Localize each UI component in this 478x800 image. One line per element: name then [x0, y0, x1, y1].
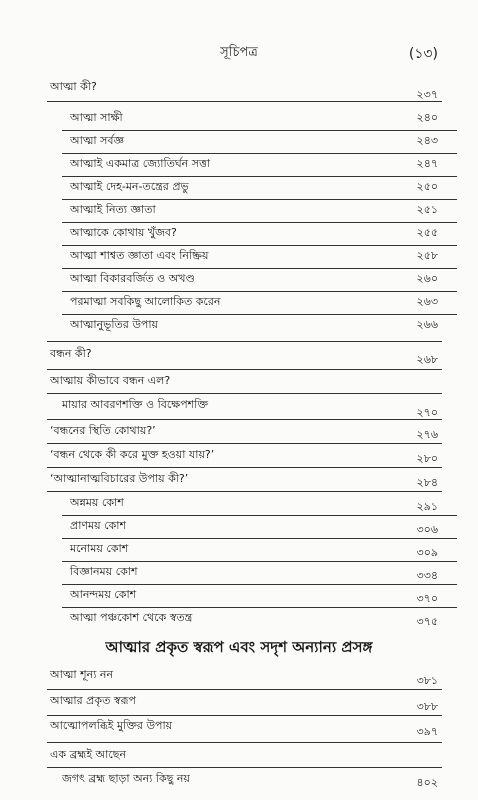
toc-entry-page: ২৮৪ — [416, 476, 438, 489]
section-heading: আত্মার প্রকৃত স্বরূপ এবং সদৃশ অন্যান্য প্রসঙ্গ — [105, 638, 373, 656]
toc-entry-page: ২৫৮ — [416, 249, 438, 262]
toc-entry-page: ২৮০ — [416, 452, 438, 465]
toc-entry-title: আত্মাকে কোথায় খুঁজব? — [70, 226, 177, 239]
toc-entry-title: আনন্দময় কোশ — [70, 588, 137, 601]
divider — [62, 199, 457, 200]
toc-entry-title: আত্মার প্রকৃত স্বরূপ — [50, 694, 136, 707]
toc-entry-page: ৪০২ — [416, 776, 438, 789]
toc-entry-page: ২৬৬ — [416, 318, 438, 331]
divider — [62, 130, 457, 131]
toc-entry-title: আত্মা পঞ্চকোশ থেকে স্বতন্ত্র — [70, 611, 193, 624]
toc-entry-title: জগৎ ব্রহ্ম ছাড়া অন্য কিছু নয় — [62, 772, 190, 785]
toc-entry-title: বন্ধন কী? — [50, 347, 92, 360]
toc-entry-title: বিজ্ঞানময় কোশ — [70, 565, 138, 578]
divider — [47, 443, 442, 444]
toc-entry-page: ৩০৬ — [416, 523, 438, 536]
divider — [47, 715, 442, 716]
page-header — [0, 40, 478, 64]
toc-entry-title: প্রাণময় কোশ — [70, 519, 126, 532]
divider — [62, 245, 457, 246]
toc-entry-title: আত্মা কী? — [50, 80, 97, 93]
toc-entry-page: ২৭০ — [416, 406, 438, 419]
divider — [62, 176, 457, 177]
toc-entry-page: ৩৯৭ — [416, 725, 438, 738]
toc-entry-title: আত্মাই নিত্য জ্ঞাতা — [70, 203, 156, 216]
page-title: সূচিপত্র — [220, 45, 258, 60]
toc-entry-page: ২৪৭ — [416, 157, 438, 170]
divider — [62, 515, 457, 516]
divider — [47, 419, 442, 420]
toc-entry-title: আত্মানুভূতির উপায় — [70, 318, 159, 331]
toc-entry-page: ২৫১ — [416, 203, 438, 216]
toc-entry-page: ২৩৭ — [416, 88, 438, 101]
divider — [47, 369, 442, 370]
divider — [47, 742, 442, 743]
toc-entry-title: পরমাত্মা সবকিছু আলোকিত করেন — [70, 295, 221, 308]
toc-entry-page: ২৪০ — [416, 111, 438, 124]
toc-entry-title: আত্মা সাক্ষী — [70, 111, 123, 124]
page-number: (১৩) — [408, 46, 438, 62]
divider — [62, 291, 457, 292]
toc-entry-page: ২৭৬ — [416, 428, 438, 441]
divider — [62, 584, 457, 585]
toc-entry-title: আত্মা সর্বজ্ঞ — [70, 134, 125, 147]
divider — [47, 393, 442, 394]
divider — [47, 101, 442, 102]
toc-entry-page: ৩৮৮ — [416, 700, 438, 713]
toc-entry-page: ৩০৯ — [416, 546, 438, 559]
toc-entry-page: ৩৭৫ — [416, 615, 438, 628]
toc-entry-title: ‘বন্ধনের স্থিতি কোথায়?’ — [50, 424, 156, 437]
toc-entry-title: অন্নময় কোশ — [70, 496, 124, 509]
toc-entry-page: ২৬৩ — [416, 295, 438, 308]
toc-entry-title: ‘বন্ধন থেকে কী করে মুক্ত হওয়া যায়?’ — [50, 448, 215, 461]
toc-entry-title: আত্মাই দেহ-মন-তন্ত্রের প্রভু — [70, 180, 189, 193]
divider — [62, 268, 457, 269]
divider — [62, 314, 457, 315]
divider — [62, 607, 457, 608]
divider — [62, 561, 457, 562]
toc-entry-title: ‘আত্মানাত্মবিচারের উপায় কী?’ — [50, 472, 189, 485]
divider — [62, 222, 457, 223]
toc-entry-title: আত্মোপলব্ধিই মুক্তির উপায় — [50, 719, 173, 732]
toc-entry-title: আত্মা শাশ্বত জ্ঞাতা এবং নিষ্ক্রিয় — [70, 249, 209, 262]
toc-entry-title: আত্মা শূন্য নন — [50, 668, 114, 681]
toc-entry-page: ২৬৮ — [416, 353, 438, 366]
toc-entry-title: এক ব্রহ্মই আছেন — [50, 748, 127, 761]
divider — [47, 341, 442, 342]
toc-entry-title: আত্মায় কীভাবে বন্ধন এল? — [50, 374, 171, 387]
toc-entry-page: ২৫০ — [416, 180, 438, 193]
divider — [47, 467, 442, 468]
toc-entry-page: ৩৩৪ — [416, 569, 438, 582]
toc-entry-page: ২৪৩ — [416, 134, 438, 147]
divider — [62, 153, 457, 154]
toc-entry-title: মনোময় কোশ — [70, 542, 129, 555]
toc-entry-page: ৩৮১ — [416, 674, 438, 687]
divider — [47, 767, 442, 768]
toc-entry-page: ২৫৫ — [416, 226, 438, 239]
divider — [47, 689, 442, 690]
toc-entry-page: ২৬০ — [416, 272, 438, 285]
toc-entry-title: আত্মা বিকারবর্জিত ও অখণ্ড — [70, 272, 195, 285]
toc-entry-page: ৩৭০ — [416, 592, 438, 605]
toc-entry-title: মায়ার আবরণশক্তি ও বিক্ষেপশক্তি — [62, 398, 209, 411]
toc-entry-title: আত্মাই একমাত্র জ্যোতির্ঘন সত্তা — [70, 157, 211, 170]
divider — [62, 538, 457, 539]
toc-entry-page: ২৯১ — [416, 500, 438, 513]
divider — [47, 491, 442, 492]
